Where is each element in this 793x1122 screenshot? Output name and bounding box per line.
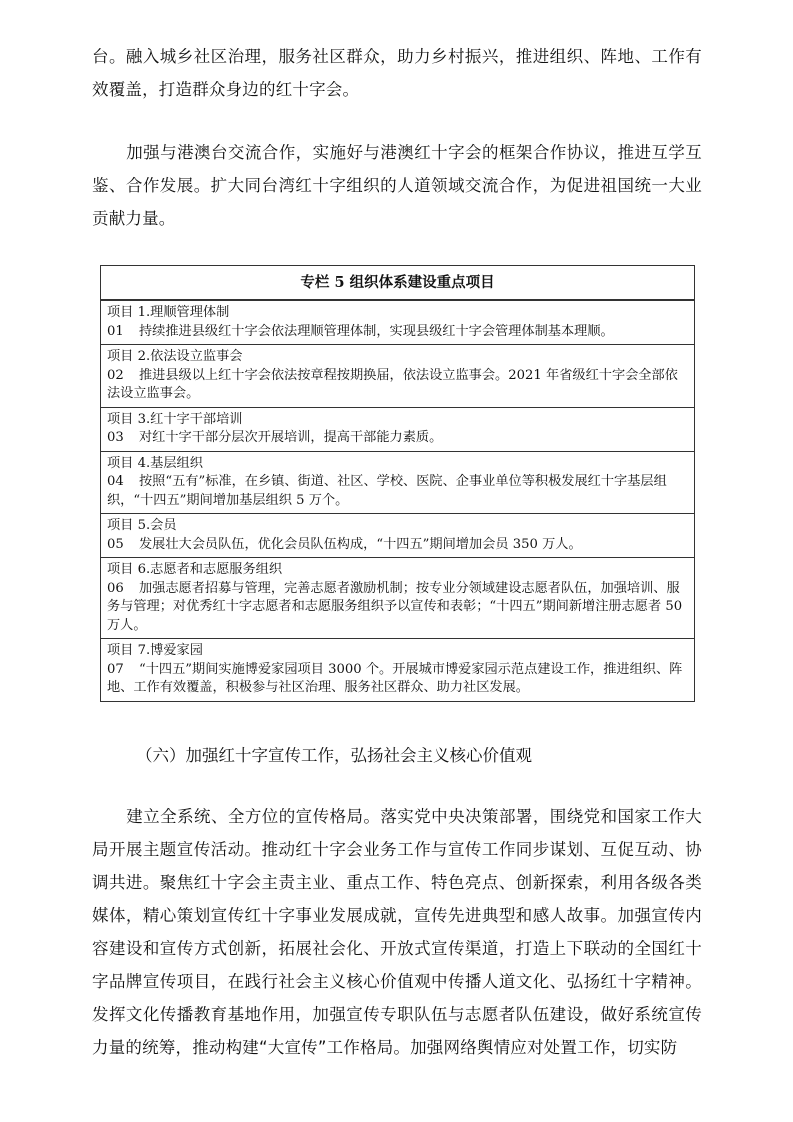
paragraph-text: 台。融入城乡社区治理，服务社区群众，助力乡村振兴，推进组织、阵地、工作有效覆盖，打造群众身边的红十字会。	[92, 47, 702, 99]
column-box-organization	[100, 265, 695, 702]
item-number: 05	[107, 536, 124, 552]
item-desc-text: 持续推进县级红十字会依法理顺管理体制，实现县级红十字会管理体制基本理顺。	[139, 323, 614, 339]
item-desc-text: 按照“五有”标准，在乡镇、街道、社区、学校、医院、企事业单位等积极发展红十字基层组织，“十四五”期间增加基层组织 5 万个。	[107, 474, 667, 508]
item-name: 项目 7.博爱家园	[107, 643, 203, 658]
item-desc-text: 对红十字干部分层次开展培训，提高干部能力素质。	[139, 430, 443, 445]
item-desc-text: 加强志愿者招募与管理，完善志愿者激励机制；按专业分领域建设志愿者队伍，加强培训、服务与管理；对优秀红十字志愿者和志愿服务组织予以宣传和表彰；“十四五”期间新增注册志愿者 50 万人。	[107, 580, 683, 633]
box-item	[101, 452, 694, 515]
item-desc-text: 发展壮大会员队伍，优化会员队伍构成，“十四五”期间增加会员 350 万人。	[139, 536, 582, 552]
item-name: 项目 6.志愿者和志愿服务组织	[107, 562, 283, 577]
paragraph-continuation	[92, 40, 702, 106]
item-desc	[107, 536, 688, 555]
paragraph-text: 建立全系统、全方位的宣传格局。落实党中央决策部署，围绕党和国家工作大局开展主题宣传活动。推动红十字会业务工作与宣传工作同步谋划、互促互动、协调共进。聚焦红十字会主责主业、重点工作、特色亮点、创新探索，利用各级各类媒体，精心策划宣传红十字事业发展成就，宣传先进典型和感人故事。加强宣传内容建设和宣传方式创新，拓展社会化、开放式宣传渠道，打造上下联动的全国红十字品牌宣传项目，在践行社会主义核心价值观中传播人道文化、弘扬红十字精神。发挥文化传播教育基地作用，加强宣传专职队伍与志愿者队伍建设，做好系统宣传力量的统筹，推动构建“大宣传”工作格局。加强网络舆情应对处置工作，切实防	[92, 807, 702, 1057]
item-desc	[107, 580, 688, 636]
box-item	[101, 558, 694, 639]
item-desc	[107, 429, 688, 448]
item-number: 07	[107, 661, 124, 677]
item-number: 03	[107, 430, 124, 445]
item-number: 06	[107, 580, 124, 596]
box-item	[101, 514, 694, 558]
item-desc	[107, 661, 688, 698]
item-name: 项目 1.理顺管理体制	[107, 305, 230, 320]
item-name: 项目 2.依法设立监事会	[107, 349, 243, 364]
item-name: 项目 4.基层组织	[107, 455, 203, 471]
item-number: 04	[107, 474, 124, 489]
item-desc	[107, 367, 688, 404]
box-title: 专栏 5 组织体系建设重点项目	[101, 266, 694, 301]
item-desc-text: “十四五”期间实施博爱家园项目 3000 个。开展城市博爱家园示范点建设工作，推进组织、阵地、工作有效覆盖，积极参与社区治理、服务社区群众、助力社区发展。	[107, 661, 683, 695]
item-number: 01	[107, 323, 124, 339]
paragraph-hk-macao-taiwan	[92, 136, 702, 235]
item-desc	[107, 473, 688, 510]
box-item	[101, 301, 694, 345]
item-number: 02	[107, 367, 124, 383]
section-heading: （六）加强红十字宣传工作，弘扬社会主义核心价值观	[136, 746, 532, 765]
box-item	[101, 345, 694, 408]
item-name: 项目 5.会员	[107, 518, 177, 533]
box-item	[101, 639, 694, 701]
box-item	[101, 408, 694, 452]
item-name: 项目 3.红十字干部培训	[107, 411, 243, 427]
paragraph-publicity	[92, 800, 702, 1064]
item-desc-text: 推进县级以上红十字会依法按章程按期换届，依法设立监事会。2021 年省级红十字会全部依法设立监事会。	[107, 367, 678, 401]
item-desc	[107, 323, 688, 342]
paragraph-text: 加强与港澳台交流合作，实施好与港澳红十字会的框架合作协议，推进互学互鉴、合作发展。扩大同台湾红十字组织的人道领域交流合作，为促进祖国统一大业贡献力量。	[92, 143, 702, 228]
